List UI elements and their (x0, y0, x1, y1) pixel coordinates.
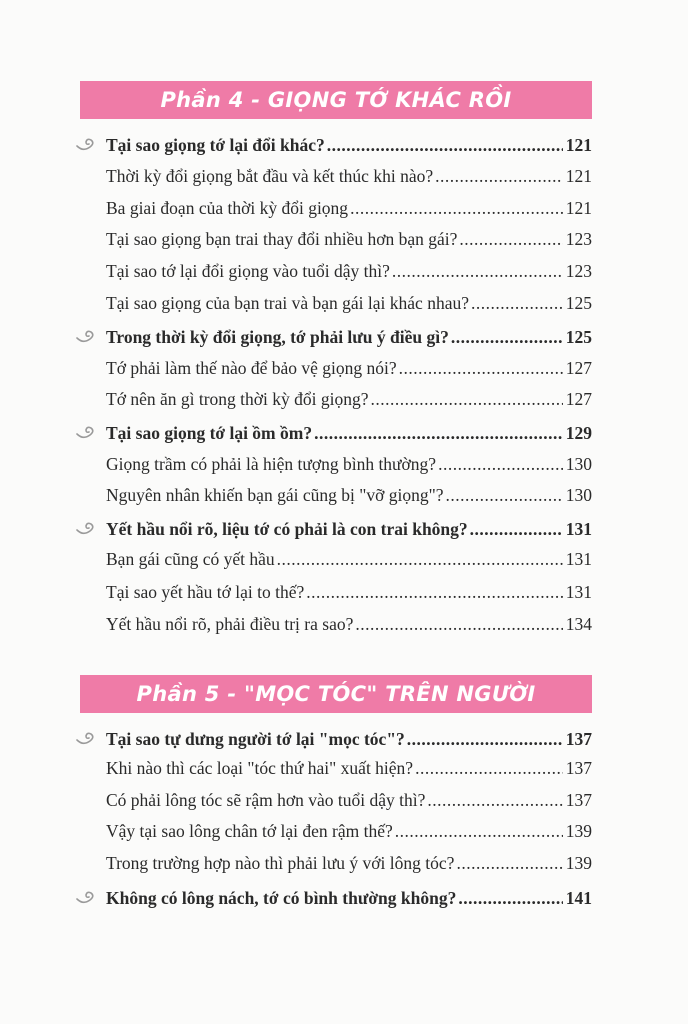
toc-entry-title: Tại sao yết hầu tớ lại to thế? (106, 582, 305, 602)
toc-entry[interactable] (106, 485, 592, 515)
toc-entry-title: Tại sao giọng tớ lại ồm ồm? (106, 423, 313, 443)
toc-entry-main[interactable] (106, 519, 592, 549)
swirl-bullet-icon (76, 137, 98, 153)
toc-entry-title: Tại sao giọng của bạn trai và bạn gái lại khác nhau? (106, 293, 469, 313)
toc-entry-title: Bạn gái cũng có yết hầu (106, 549, 275, 569)
toc-entry[interactable] (106, 293, 592, 323)
swirl-bullet-icon (76, 521, 98, 537)
swirl-bullet-icon (76, 890, 98, 906)
toc-leader-dots (427, 790, 562, 811)
toc-entry-main[interactable] (106, 729, 592, 759)
toc-leader-dots (459, 229, 562, 250)
toc-page-number: 139 (565, 821, 592, 841)
section-4-heading: Phần 4 - GIỌNG TỚ KHÁC RỒI (160, 88, 512, 112)
toc-leader-dots (399, 358, 563, 379)
toc-entry-title: Khi nào thì các loại "tóc thứ hai" xuất hiện? (106, 758, 414, 778)
toc-leader-dots (456, 853, 562, 874)
toc-entry-title: Tớ nên ăn gì trong thời kỳ đổi giọng? (106, 389, 369, 409)
toc-leader-dots (451, 327, 563, 348)
toc-entry[interactable] (106, 389, 592, 419)
toc-leader-dots (355, 614, 562, 635)
toc-leader-dots (314, 423, 563, 444)
toc-leader-dots (277, 549, 563, 570)
toc-entry-title: Yết hầu nổi rõ, phải điều trị ra sao? (106, 614, 354, 634)
toc-entry-title: Trong trường hợp nào thì phải lưu ý với lông tóc? (106, 853, 455, 873)
swirl-bullet-icon (76, 329, 98, 345)
toc-page-number: 125 (565, 327, 592, 347)
toc-entry[interactable] (106, 614, 592, 644)
toc-entry-title: Không có lông nách, tớ có bình thường không? (106, 888, 457, 908)
toc-page-number: 137 (565, 729, 592, 749)
toc-entry-title: Ba giai đoạn của thời kỳ đổi giọng (106, 198, 349, 218)
toc-entry-title: Tại sao tớ lại đổi giọng vào tuổi dậy thì? (106, 261, 390, 281)
toc-leader-dots (350, 198, 563, 219)
toc-page-number: 123 (565, 261, 592, 281)
toc-leader-dots (327, 135, 563, 156)
toc-page-number: 121 (565, 198, 592, 218)
toc-page-number: 130 (565, 485, 592, 505)
toc-entry[interactable] (106, 198, 592, 228)
toc-entry[interactable] (106, 454, 592, 484)
toc-entry[interactable] (106, 358, 592, 388)
toc-entry-title: Trong thời kỳ đổi giọng, tớ phải lưu ý điều gì? (106, 327, 449, 347)
toc-page-number: 137 (565, 790, 592, 810)
toc-page-number: 134 (565, 614, 592, 634)
toc-leader-dots (435, 166, 563, 187)
section-5-heading: Phần 5 - "MỌC TÓC" TRÊN NGƯỜI (136, 682, 536, 706)
toc-page-number: 131 (565, 519, 592, 539)
toc-entry-title: Có phải lông tóc sẽ rậm hơn vào tuổi dậy thì? (106, 790, 426, 810)
toc-entry-title: Tại sao giọng bạn trai thay đổi nhiều hơn bạn gái? (106, 229, 458, 249)
toc-entry-title: Giọng trầm có phải là hiện tượng bình thường? (106, 454, 437, 474)
toc-entry-title: Tớ phải làm thế nào để bảo vệ giọng nói? (106, 358, 397, 378)
toc-leader-dots (470, 519, 563, 540)
toc-entry[interactable] (106, 790, 592, 820)
toc-page-number: 137 (565, 758, 592, 778)
toc-entry-main[interactable] (106, 327, 592, 357)
toc-leader-dots (395, 821, 563, 842)
swirl-bullet-icon (76, 731, 98, 747)
toc-page-number: 131 (565, 582, 592, 602)
toc-entry[interactable] (106, 549, 592, 579)
toc-page-number: 121 (565, 166, 592, 186)
toc-leader-dots (392, 261, 563, 282)
toc-leader-dots (415, 758, 563, 779)
toc-page-number: 123 (565, 229, 592, 249)
toc-entry-title: Nguyên nhân khiến bạn gái cũng bị "vỡ giọng"? (106, 485, 444, 505)
toc-entry-title: Vậy tại sao lông chân tớ lại đen rậm thế? (106, 821, 393, 841)
toc-page-number: 127 (565, 358, 592, 378)
toc-leader-dots (438, 454, 563, 475)
toc-leader-dots (306, 582, 562, 603)
toc-page-number: 131 (565, 549, 592, 569)
toc-entry-title: Yết hầu nổi rõ, liệu tớ có phải là con trai không? (106, 519, 468, 539)
toc-leader-dots (458, 888, 562, 909)
toc-entry-title: Tại sao tự dưng người tớ lại "mọc tóc"? (106, 729, 405, 749)
toc-entry[interactable] (106, 582, 592, 612)
toc-entry-main[interactable] (106, 423, 592, 453)
toc-entry[interactable] (106, 821, 592, 851)
section-5-banner (80, 675, 592, 713)
toc-entry[interactable] (106, 261, 592, 291)
toc-entry[interactable] (106, 758, 592, 788)
toc-page-number: 127 (565, 389, 592, 409)
toc-entry-main[interactable] (106, 888, 592, 918)
toc-page-number: 121 (565, 135, 592, 155)
toc-entry[interactable] (106, 853, 592, 883)
toc-page-number: 139 (565, 853, 592, 873)
toc-entry[interactable] (106, 229, 592, 259)
toc-leader-dots (407, 729, 563, 750)
toc-page-number: 125 (565, 293, 592, 313)
toc-entry[interactable] (106, 166, 592, 196)
toc-entry-title: Thời kỳ đổi giọng bắt đầu và kết thúc khi nào? (106, 166, 434, 186)
toc-leader-dots (371, 389, 563, 410)
toc-entry-title: Tại sao giọng tớ lại đổi khác? (106, 135, 325, 155)
toc-entry-main[interactable] (106, 135, 592, 165)
swirl-bullet-icon (76, 425, 98, 441)
toc-page-number: 130 (565, 454, 592, 474)
toc-page-number: 141 (565, 888, 592, 908)
toc-leader-dots (471, 293, 563, 314)
toc-page-number: 129 (565, 423, 592, 443)
section-4-banner (80, 81, 592, 119)
toc-leader-dots (446, 485, 563, 506)
